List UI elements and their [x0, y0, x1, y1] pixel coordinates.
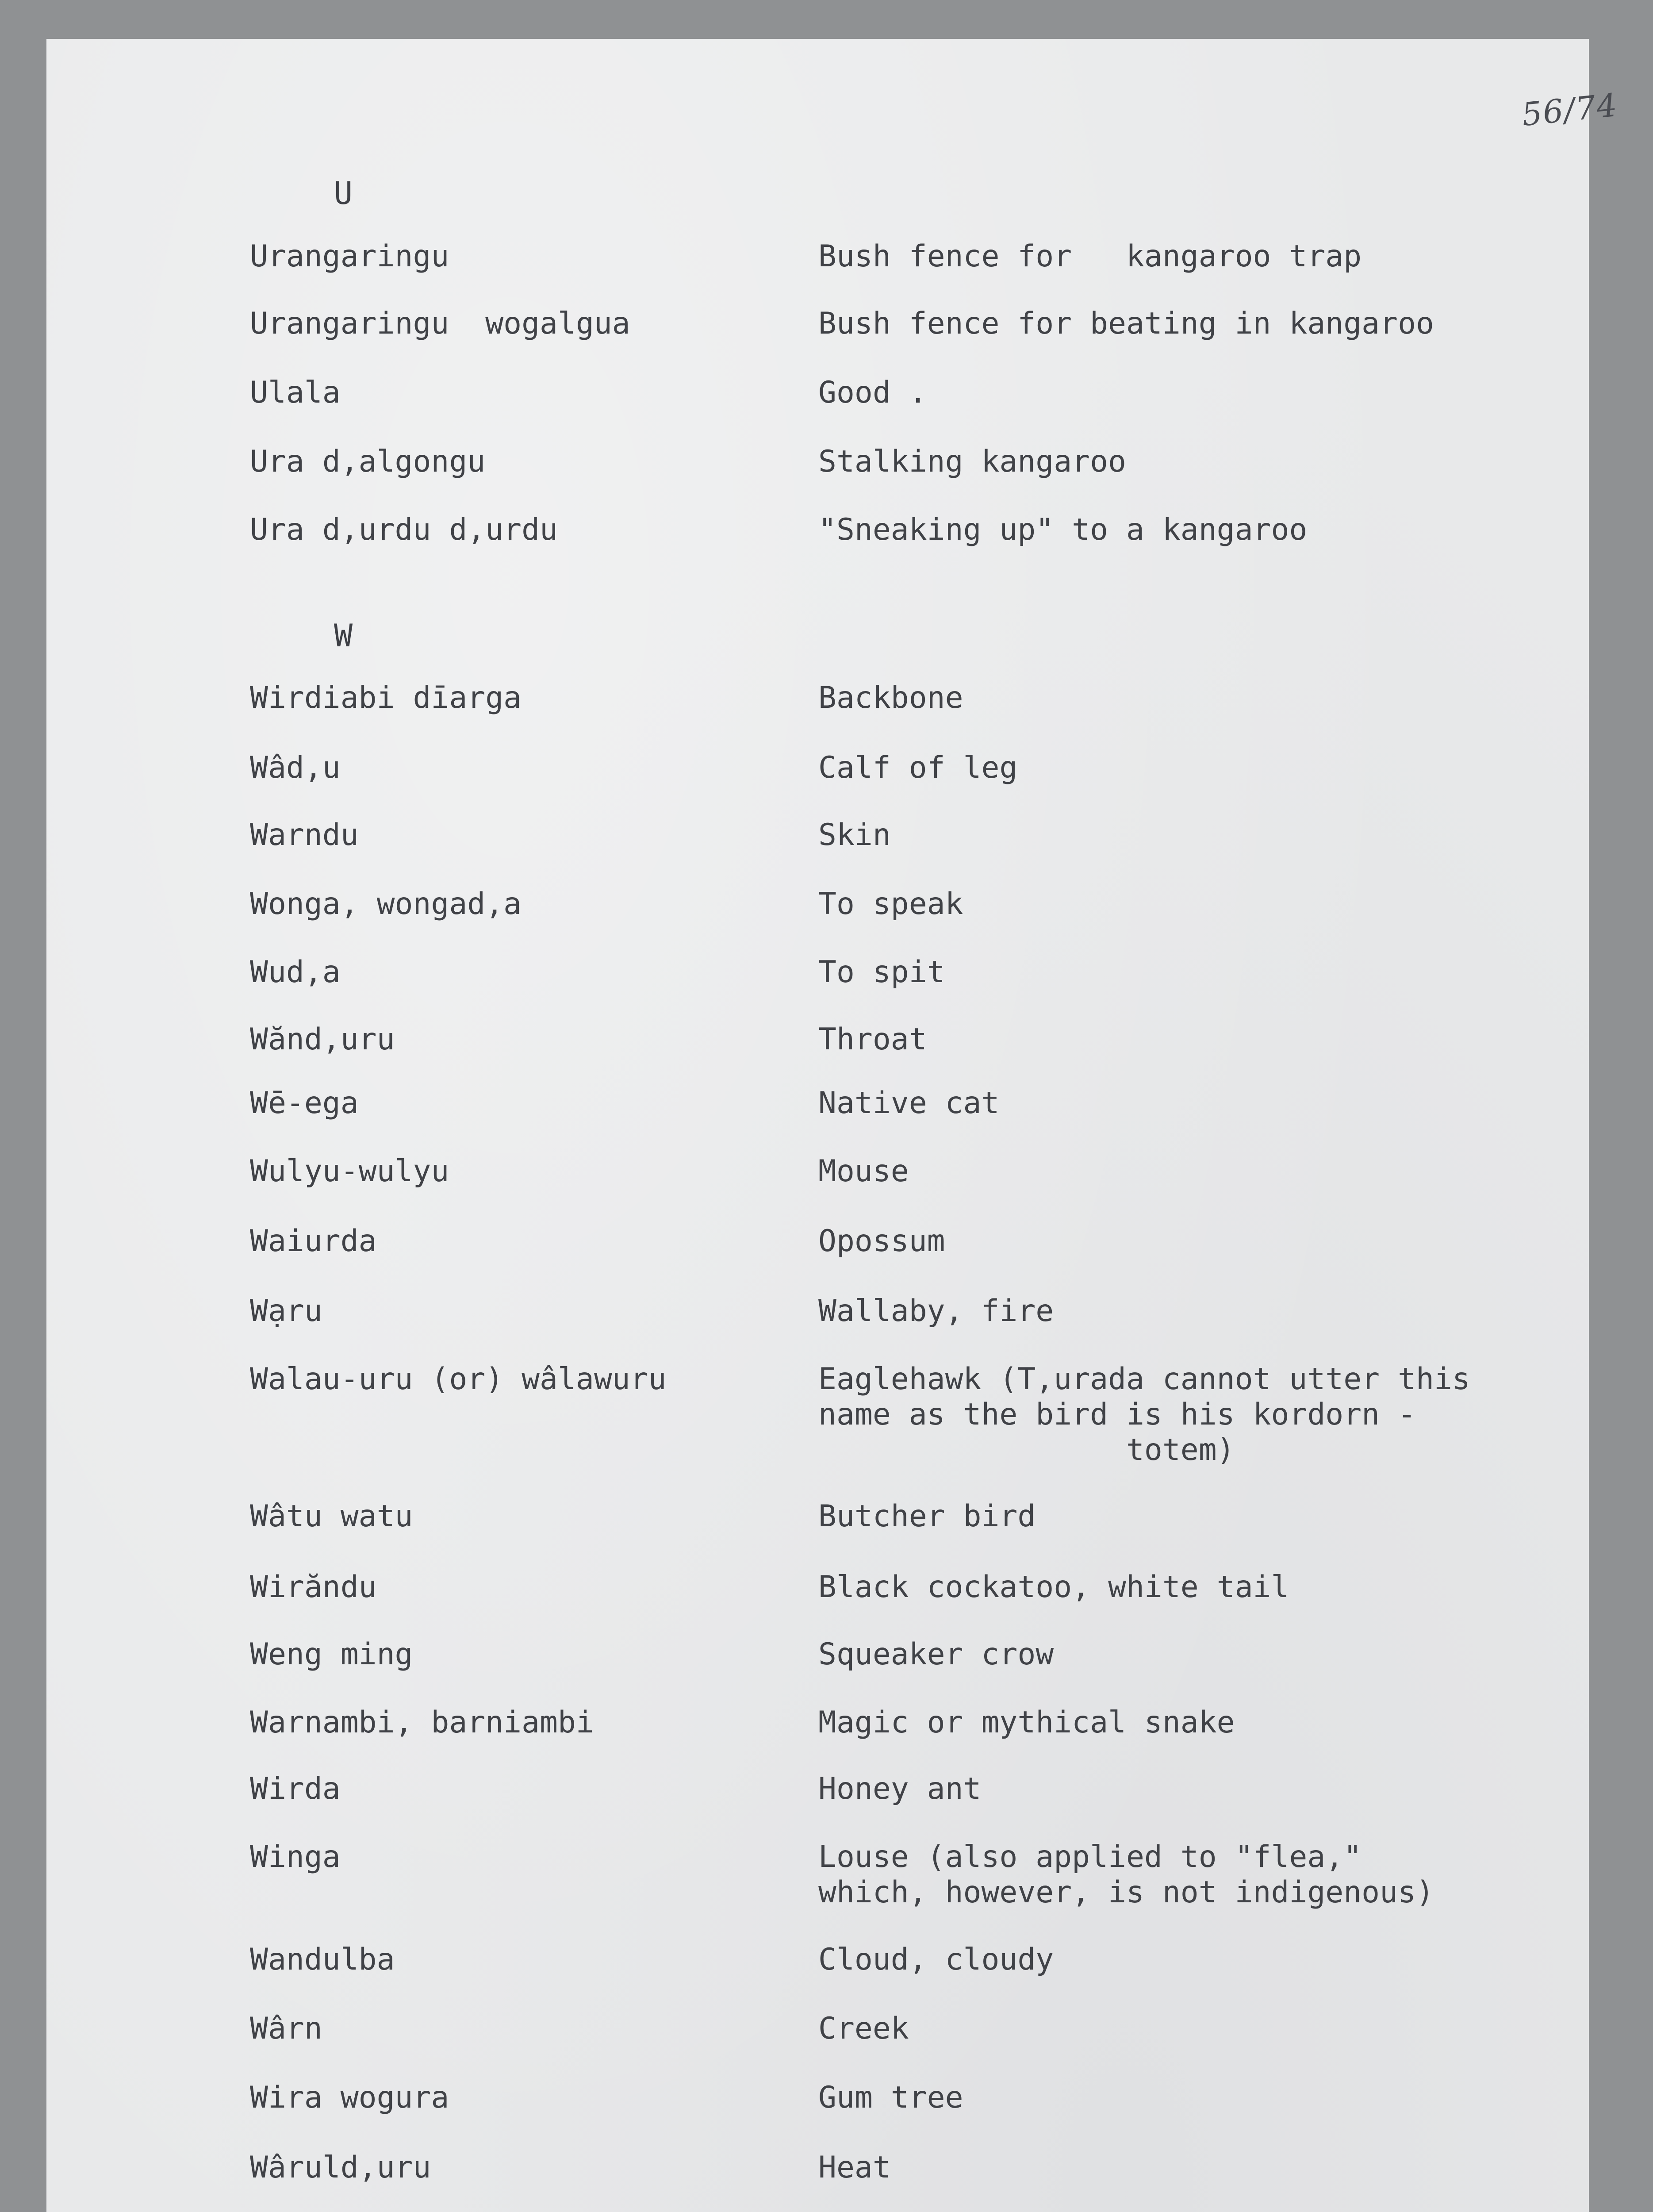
entry-gloss: Butcher bird	[818, 1499, 1036, 1534]
entry-term: Wâruld,uru	[250, 2150, 431, 2185]
entry-term: Wira wogura	[250, 2080, 449, 2115]
entry-term: Winga	[250, 1839, 341, 1874]
entry-gloss: Honey ant	[818, 1771, 982, 1806]
entry-term: Wirdiabi dīarga	[250, 680, 522, 715]
entry-term: Wạru	[250, 1294, 322, 1329]
vocabulary-entry	[46, 1362, 1589, 1503]
entry-gloss: Bush fence for beating in kangaroo	[818, 306, 1434, 341]
entry-gloss: Skin	[818, 818, 891, 853]
entry-gloss: Good .	[818, 375, 927, 410]
entry-term: Wandulba	[250, 1942, 395, 1977]
entry-term: Wâtu watu	[250, 1499, 413, 1534]
entry-term: Wâd,u	[250, 750, 341, 785]
entry-gloss: Throat	[818, 1022, 927, 1057]
entry-term: Wirăndu	[250, 1570, 377, 1605]
entry-term: Warndu	[250, 818, 359, 853]
entry-term: Ura d,urdu d,urdu	[250, 512, 558, 547]
entry-gloss: Louse (also applied to "flea," which, however, is not indigenous)	[818, 1839, 1434, 1910]
entry-gloss: Stalking kangaroo	[818, 444, 1126, 479]
entry-gloss: To speak	[818, 887, 963, 922]
entry-gloss: "Sneaking up" to a kangaroo	[818, 512, 1308, 547]
entry-term: Wârn	[250, 2011, 322, 2046]
entry-gloss: Gum tree	[818, 2080, 963, 2115]
entry-gloss: Mouse	[818, 1154, 909, 1189]
entry-gloss: Opossum	[818, 1224, 945, 1259]
entry-term: Wē-ega	[250, 1086, 359, 1121]
entry-term: Ura d,algongu	[250, 444, 486, 479]
entry-gloss: Black cockatoo, white tail	[818, 1570, 1289, 1605]
entry-term: Wirda	[250, 1771, 341, 1806]
entry-gloss: Creek	[818, 2011, 909, 2046]
entry-term: Ulala	[250, 375, 341, 410]
entry-gloss: Cloud, cloudy	[818, 1942, 1054, 1977]
section-heading-w: W	[334, 618, 353, 654]
section-heading-u: U	[334, 175, 353, 211]
vocabulary-entry	[46, 512, 1589, 654]
entry-term: Urangaringu	[250, 239, 449, 274]
entry-gloss: Bush fence for kangaroo trap	[818, 239, 1362, 274]
typescript-page	[46, 39, 1620, 2212]
vocabulary-entry	[46, 2150, 1589, 2212]
entry-gloss: Eaglehawk (T,urada cannot utter this name as the bird is his kordorn - totem)	[818, 1362, 1470, 1467]
entry-gloss: Calf of leg	[818, 750, 1018, 785]
entry-gloss: Native cat	[818, 1086, 1000, 1121]
entry-term: Urangaringu wogalgua	[250, 306, 630, 341]
entry-term: Wud,a	[250, 955, 341, 990]
entry-gloss: Heat	[818, 2150, 891, 2185]
entry-gloss: Squeaker crow	[818, 1637, 1054, 1672]
entry-term: Warnambi, barniambi	[250, 1705, 594, 1740]
entry-gloss: Backbone	[818, 680, 963, 715]
entry-term: Wulyu-wulyu	[250, 1154, 449, 1189]
entry-term: Wonga, wongad,a	[250, 887, 522, 922]
entry-term: Wănd,uru	[250, 1022, 395, 1057]
folio-number: 56/74	[1520, 86, 1620, 134]
entry-term: Weng ming	[250, 1637, 413, 1672]
entry-gloss: Wallaby, fire	[818, 1294, 1054, 1329]
entry-term: Waiurda	[250, 1224, 377, 1259]
entry-gloss: To spit	[818, 955, 945, 990]
entry-term: Walau-uru (or) wâlawuru	[250, 1362, 667, 1397]
entry-gloss: Magic or mythical snake	[818, 1705, 1235, 1740]
